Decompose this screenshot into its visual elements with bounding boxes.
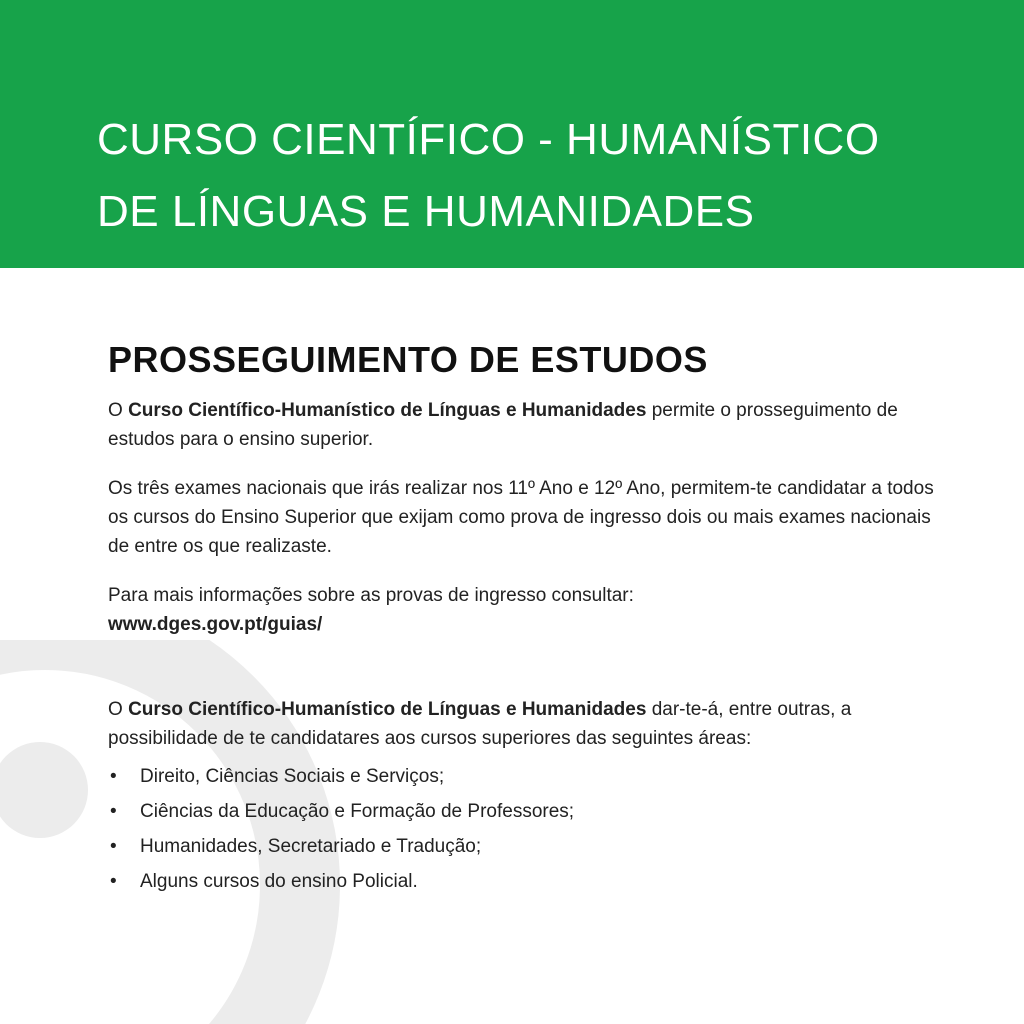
areas-list (108, 759, 938, 899)
list-item-text: Direito, Ciências Sociais e Serviços; (140, 766, 445, 787)
bullet-icon: • (110, 871, 117, 892)
title-line-1: CURSO CIENTÍFICO - HUMANÍSTICO (97, 115, 880, 164)
areas-suffix: dar-te-á, entre outras, a possibilidade de te candidatares aos cursos superiores das seguintes áreas: (108, 699, 852, 749)
list-item-text: Alguns cursos do ensino Policial. (140, 871, 418, 892)
course-name-bold-2: Curso Científico-Humanístico de Línguas e Humanidades (128, 699, 647, 720)
course-name-bold: Curso Científico-Humanístico de Línguas e Humanidades (128, 400, 647, 421)
info-text: Para mais informações sobre as provas de ingresso consultar: (108, 585, 634, 606)
dges-link[interactable]: www.dges.gov.pt/guias/ (108, 614, 323, 635)
list-item (108, 829, 938, 864)
header-banner (0, 0, 1024, 268)
title-line-2: DE LÍNGUAS E HUMANIDADES (97, 187, 755, 236)
list-item-text: Humanidades, Secretariado e Tradução; (140, 836, 482, 857)
intro-prefix: O (108, 400, 129, 421)
areas-prefix: O (108, 699, 129, 720)
paragraph-info (108, 581, 938, 639)
page-title (97, 104, 880, 248)
paragraph-intro (108, 396, 938, 454)
list-item (108, 794, 938, 829)
main-content (108, 338, 938, 899)
list-item (108, 864, 938, 899)
list-item (108, 759, 938, 794)
bullet-icon: • (110, 801, 117, 822)
bullet-icon: • (110, 766, 117, 787)
paragraph-areas (108, 695, 938, 753)
list-item-text: Ciências da Educação e Formação de Professores; (140, 801, 575, 822)
bullet-icon: • (110, 836, 117, 857)
paragraph-exams: Os três exames nacionais que irás realizar nos 11º Ano e 12º Ano, permitem-te candidatar a todos os cursos do Ensino Superior que exijam como prova de ingresso dois ou mais exames nacionais de entre os que realizaste. (108, 478, 934, 557)
section-title: PROSSEGUIMENTO DE ESTUDOS (108, 339, 708, 380)
intro-suffix: permite o prosseguimento de estudos para o ensino superior. (108, 400, 898, 450)
